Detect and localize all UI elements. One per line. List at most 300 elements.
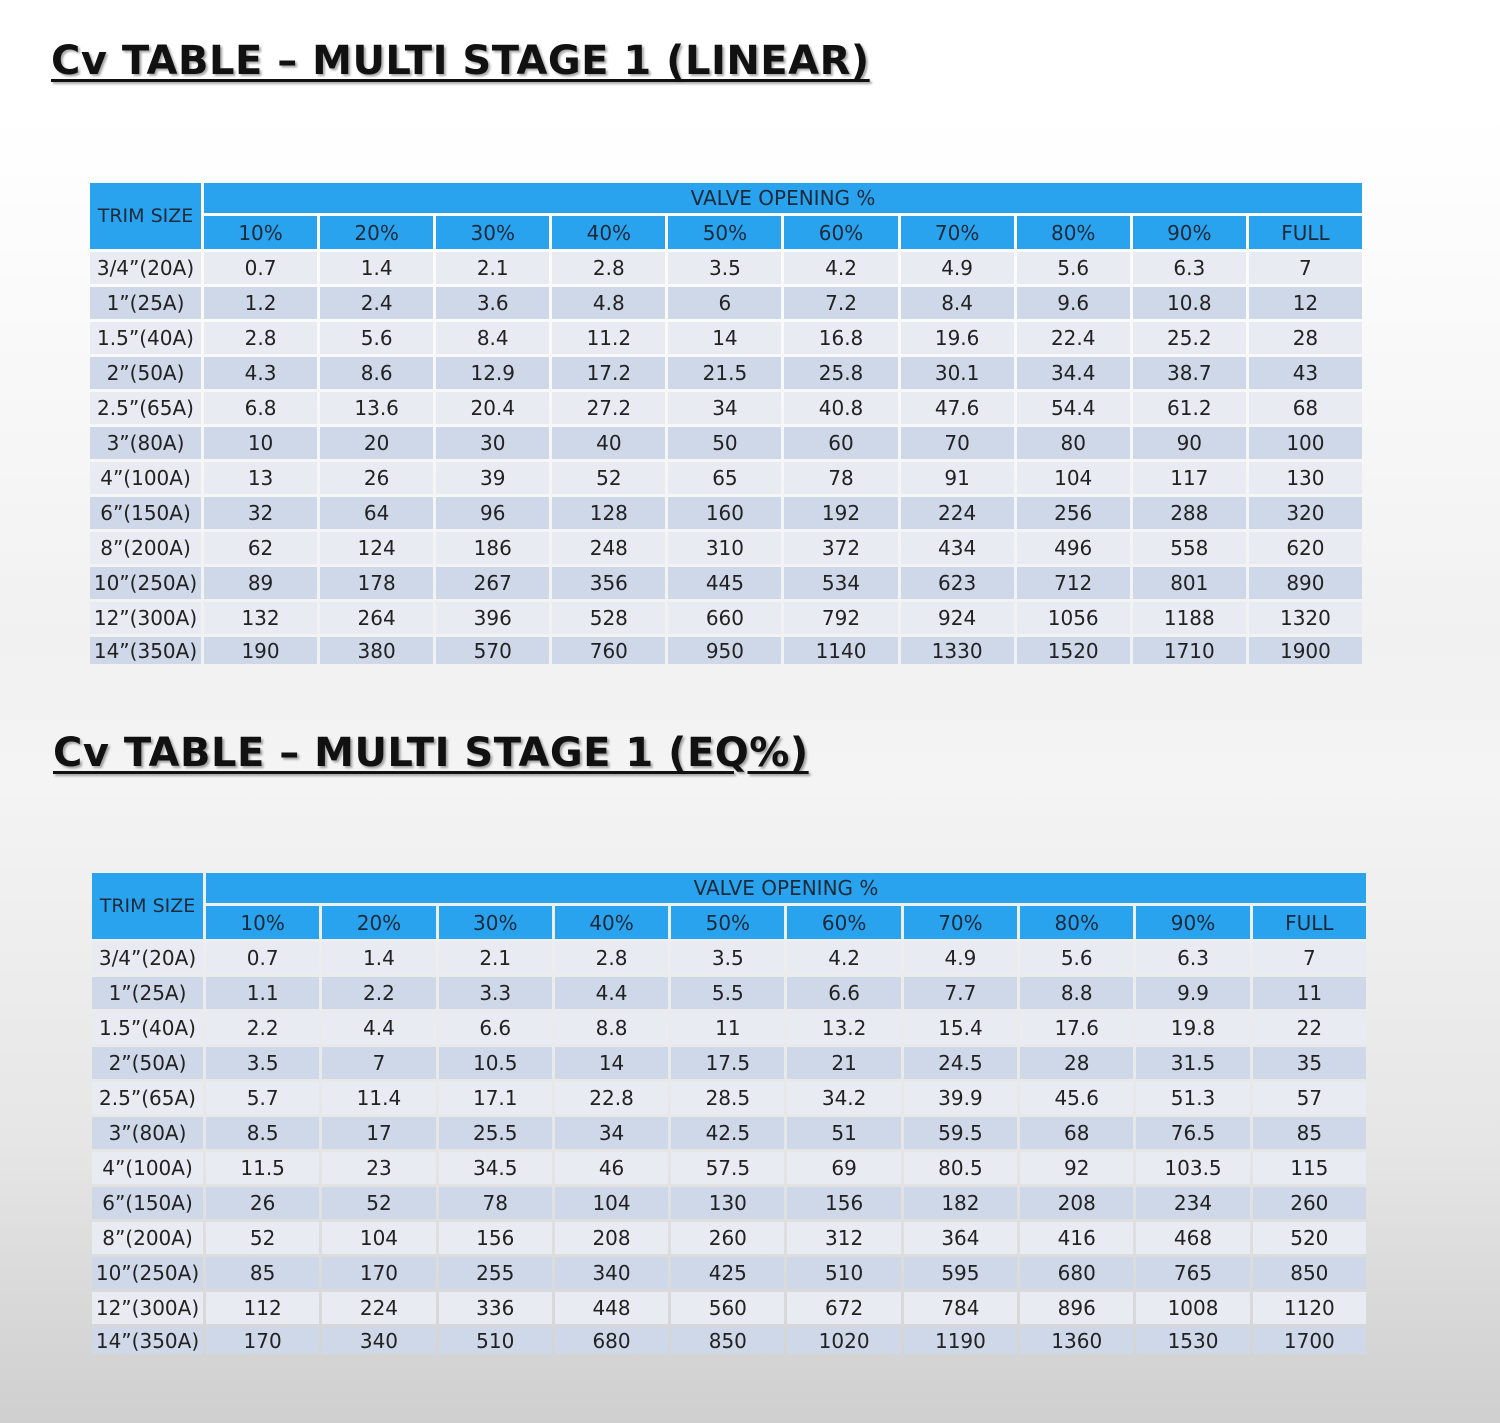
column-header: 60% [787, 906, 900, 939]
cv-value-cell: 20 [320, 427, 433, 459]
trim-size-cell: 12”(300A) [90, 602, 201, 634]
cv-value-cell: 85 [1253, 1117, 1366, 1149]
cv-value-cell: 160 [668, 497, 781, 529]
cv-value-cell: 59.5 [904, 1117, 1017, 1149]
cv-value-cell: 850 [1253, 1257, 1366, 1289]
cv-value-cell: 2.8 [552, 252, 665, 284]
cv-value-cell: 170 [206, 1327, 319, 1354]
cv-value-cell: 104 [322, 1222, 435, 1254]
table-row [92, 1152, 1366, 1184]
cv-value-cell: 12.9 [436, 357, 549, 389]
cv-value-cell: 1320 [1249, 602, 1362, 634]
cv-value-cell: 224 [322, 1292, 435, 1324]
cv-value-cell: 520 [1253, 1222, 1366, 1254]
table-row [90, 322, 1362, 354]
cv-value-cell: 1120 [1253, 1292, 1366, 1324]
trim-size-cell: 4”(100A) [90, 462, 201, 494]
cv-value-cell: 34 [668, 392, 781, 424]
header-row-columns [92, 906, 1366, 939]
table-row [90, 357, 1362, 389]
cv-value-cell: 7 [322, 1047, 435, 1079]
cv-value-cell: 60 [784, 427, 897, 459]
cv-value-cell: 11 [1253, 977, 1366, 1009]
cv-value-cell: 340 [555, 1257, 668, 1289]
trim-size-cell: 6”(150A) [90, 497, 201, 529]
table-row [90, 567, 1362, 599]
cv-value-cell: 54.4 [1017, 392, 1130, 424]
cv-value-cell: 288 [1133, 497, 1246, 529]
cv-value-cell: 25.5 [439, 1117, 552, 1149]
cv-value-cell: 104 [1017, 462, 1130, 494]
cv-value-cell: 124 [320, 532, 433, 564]
cv-value-cell: 2.2 [322, 977, 435, 1009]
cv-value-cell: 104 [555, 1187, 668, 1219]
trim-size-cell: 14”(350A) [92, 1327, 203, 1354]
cv-value-cell: 260 [1253, 1187, 1366, 1219]
trim-size-cell: 2”(50A) [92, 1047, 203, 1079]
cv-value-cell: 78 [439, 1187, 552, 1219]
cv-value-cell: 90 [1133, 427, 1246, 459]
cv-value-cell: 28 [1249, 322, 1362, 354]
cv-value-cell: 11 [671, 1012, 784, 1044]
column-header: FULL [1249, 216, 1362, 249]
cv-value-cell: 25.8 [784, 357, 897, 389]
cv-value-cell: 34 [555, 1117, 668, 1149]
table-header [92, 873, 1366, 939]
cv-value-cell: 51.3 [1136, 1082, 1249, 1114]
column-header: 20% [322, 906, 435, 939]
cv-value-cell: 51 [787, 1117, 900, 1149]
valve-opening-header: VALVE OPENING % [206, 873, 1366, 903]
column-header: 60% [784, 216, 897, 249]
column-header: 10% [204, 216, 317, 249]
cv-value-cell: 52 [552, 462, 665, 494]
cv-value-cell: 396 [436, 602, 549, 634]
trim-size-header: TRIM SIZE [92, 873, 203, 939]
cv-value-cell: 1056 [1017, 602, 1130, 634]
cv-value-cell: 208 [1020, 1187, 1133, 1219]
trim-size-cell: 14”(350A) [90, 637, 201, 664]
cv-value-cell: 10.5 [439, 1047, 552, 1079]
trim-size-cell: 10”(250A) [92, 1257, 203, 1289]
cv-value-cell: 47.6 [901, 392, 1014, 424]
cv-value-cell: 4.3 [204, 357, 317, 389]
cv-value-cell: 310 [668, 532, 781, 564]
table-row [92, 1222, 1366, 1254]
cv-value-cell: 190 [204, 637, 317, 664]
cv-value-cell: 26 [320, 462, 433, 494]
trim-size-cell: 8”(200A) [92, 1222, 203, 1254]
header-row-group [90, 183, 1362, 213]
cv-value-cell: 192 [784, 497, 897, 529]
cv-value-cell: 13 [204, 462, 317, 494]
cv-value-cell: 8.8 [1020, 977, 1133, 1009]
cv-value-cell: 115 [1253, 1152, 1366, 1184]
cv-value-cell: 1710 [1133, 637, 1246, 664]
cv-value-cell: 34.2 [787, 1082, 900, 1114]
trim-size-cell: 1”(25A) [90, 287, 201, 319]
cv-table-eq [89, 870, 1369, 1357]
cv-value-cell: 14 [668, 322, 781, 354]
cv-value-cell: 1900 [1249, 637, 1362, 664]
cv-value-cell: 1140 [784, 637, 897, 664]
table-body [92, 942, 1366, 1354]
trim-size-cell: 1”(25A) [92, 977, 203, 1009]
cv-value-cell: 39 [436, 462, 549, 494]
table-row [90, 532, 1362, 564]
cv-value-cell: 2.1 [436, 252, 549, 284]
cv-value-cell: 132 [204, 602, 317, 634]
cv-value-cell: 8.4 [901, 287, 1014, 319]
trim-size-cell: 3”(80A) [92, 1117, 203, 1149]
cv-value-cell: 117 [1133, 462, 1246, 494]
cv-value-cell: 26 [206, 1187, 319, 1219]
cv-value-cell: 112 [206, 1292, 319, 1324]
cv-value-cell: 264 [320, 602, 433, 634]
column-header: 90% [1136, 906, 1249, 939]
cv-value-cell: 340 [322, 1327, 435, 1354]
cv-value-cell: 5.5 [671, 977, 784, 1009]
cv-value-cell: 1190 [904, 1327, 1017, 1354]
cv-value-cell: 6.8 [204, 392, 317, 424]
cv-value-cell: 3.5 [668, 252, 781, 284]
cv-value-cell: 267 [436, 567, 549, 599]
trim-size-cell: 2.5”(65A) [92, 1082, 203, 1114]
column-header: 50% [671, 906, 784, 939]
cv-value-cell: 21 [787, 1047, 900, 1079]
cv-value-cell: 27.2 [552, 392, 665, 424]
table-row [92, 1187, 1366, 1219]
table-title-eq: Cv TABLE – MULTI STAGE 1 (EQ%) [53, 730, 809, 776]
cv-value-cell: 6.6 [787, 977, 900, 1009]
cv-value-cell: 6.3 [1133, 252, 1246, 284]
column-header: 80% [1020, 906, 1133, 939]
cv-value-cell: 320 [1249, 497, 1362, 529]
cv-value-cell: 186 [436, 532, 549, 564]
cv-value-cell: 234 [1136, 1187, 1249, 1219]
cv-value-cell: 3.3 [439, 977, 552, 1009]
cv-value-cell: 17.2 [552, 357, 665, 389]
cv-value-cell: 170 [322, 1257, 435, 1289]
cv-value-cell: 12 [1249, 287, 1362, 319]
cv-table-linear [87, 180, 1365, 667]
cv-value-cell: 312 [787, 1222, 900, 1254]
cv-value-cell: 156 [439, 1222, 552, 1254]
cv-value-cell: 510 [439, 1327, 552, 1354]
table-body [90, 252, 1362, 664]
cv-value-cell: 2.2 [206, 1012, 319, 1044]
cv-value-cell: 65 [668, 462, 781, 494]
cv-value-cell: 11.5 [206, 1152, 319, 1184]
cv-value-cell: 156 [787, 1187, 900, 1219]
table-row [92, 1117, 1366, 1149]
cv-value-cell: 30.1 [901, 357, 1014, 389]
cv-value-cell: 534 [784, 567, 897, 599]
cv-value-cell: 70 [901, 427, 1014, 459]
cv-value-cell: 19.8 [1136, 1012, 1249, 1044]
cv-value-cell: 896 [1020, 1292, 1133, 1324]
table-row [90, 497, 1362, 529]
cv-value-cell: 712 [1017, 567, 1130, 599]
header-row-columns [90, 216, 1362, 249]
column-header: 10% [206, 906, 319, 939]
cv-value-cell: 570 [436, 637, 549, 664]
trim-size-header: TRIM SIZE [90, 183, 201, 249]
cv-value-cell: 40.8 [784, 392, 897, 424]
cv-value-cell: 28 [1020, 1047, 1133, 1079]
cv-value-cell: 425 [671, 1257, 784, 1289]
table-row [90, 462, 1362, 494]
cv-value-cell: 20.4 [436, 392, 549, 424]
column-header: FULL [1253, 906, 1366, 939]
cv-value-cell: 5.6 [1020, 942, 1133, 974]
table-row [92, 1012, 1366, 1044]
cv-value-cell: 6.3 [1136, 942, 1249, 974]
cv-value-cell: 22.4 [1017, 322, 1130, 354]
cv-value-cell: 182 [904, 1187, 1017, 1219]
cv-value-cell: 85 [206, 1257, 319, 1289]
column-header: 80% [1017, 216, 1130, 249]
cv-value-cell: 76.5 [1136, 1117, 1249, 1149]
cv-value-cell: 8.6 [320, 357, 433, 389]
trim-size-cell: 2”(50A) [90, 357, 201, 389]
column-header: 20% [320, 216, 433, 249]
trim-size-cell: 6”(150A) [92, 1187, 203, 1219]
cv-value-cell: 560 [671, 1292, 784, 1324]
cv-value-cell: 45.6 [1020, 1082, 1133, 1114]
trim-size-cell: 3”(80A) [90, 427, 201, 459]
cv-value-cell: 3.5 [206, 1047, 319, 1079]
table-row [92, 1292, 1366, 1324]
cv-value-cell: 4.2 [784, 252, 897, 284]
cv-value-cell: 336 [439, 1292, 552, 1324]
cv-value-cell: 4.2 [787, 942, 900, 974]
cv-value-cell: 5.6 [1017, 252, 1130, 284]
cv-value-cell: 17.6 [1020, 1012, 1133, 1044]
cv-value-cell: 0.7 [206, 942, 319, 974]
cv-value-cell: 22.8 [555, 1082, 668, 1114]
cv-value-cell: 510 [787, 1257, 900, 1289]
cv-value-cell: 595 [904, 1257, 1017, 1289]
cv-value-cell: 68 [1249, 392, 1362, 424]
cv-value-cell: 7.7 [904, 977, 1017, 1009]
cv-value-cell: 10 [204, 427, 317, 459]
cv-value-cell: 31.5 [1136, 1047, 1249, 1079]
cv-value-cell: 3.6 [436, 287, 549, 319]
cv-value-cell: 46 [555, 1152, 668, 1184]
trim-size-cell: 12”(300A) [92, 1292, 203, 1324]
cv-value-cell: 19.6 [901, 322, 1014, 354]
cv-value-cell: 248 [552, 532, 665, 564]
cv-value-cell: 558 [1133, 532, 1246, 564]
cv-value-cell: 7 [1253, 942, 1366, 974]
cv-value-cell: 23 [322, 1152, 435, 1184]
table-row [92, 1257, 1366, 1289]
cv-value-cell: 14 [555, 1047, 668, 1079]
cv-value-cell: 69 [787, 1152, 900, 1184]
cv-value-cell: 1330 [901, 637, 1014, 664]
cv-value-cell: 52 [322, 1187, 435, 1219]
cv-value-cell: 178 [320, 567, 433, 599]
column-header: 50% [668, 216, 781, 249]
cv-value-cell: 260 [671, 1222, 784, 1254]
cv-value-cell: 256 [1017, 497, 1130, 529]
cv-value-cell: 468 [1136, 1222, 1249, 1254]
cv-value-cell: 3.5 [671, 942, 784, 974]
cv-value-cell: 6.6 [439, 1012, 552, 1044]
cv-value-cell: 1.4 [322, 942, 435, 974]
table-row [92, 942, 1366, 974]
cv-value-cell: 950 [668, 637, 781, 664]
cv-value-cell: 0.7 [204, 252, 317, 284]
cv-value-cell: 17.5 [671, 1047, 784, 1079]
cv-value-cell: 78 [784, 462, 897, 494]
trim-size-cell: 3/4”(20A) [90, 252, 201, 284]
table-row [92, 1082, 1366, 1114]
cv-value-cell: 4.4 [555, 977, 668, 1009]
column-header: 40% [552, 216, 665, 249]
table-row [92, 1047, 1366, 1079]
cv-value-cell: 57.5 [671, 1152, 784, 1184]
cv-value-cell: 57 [1253, 1082, 1366, 1114]
cv-value-cell: 4.9 [904, 942, 1017, 974]
cv-value-cell: 68 [1020, 1117, 1133, 1149]
cv-value-cell: 890 [1249, 567, 1362, 599]
cv-value-cell: 255 [439, 1257, 552, 1289]
header-row-group [92, 873, 1366, 903]
cv-value-cell: 1188 [1133, 602, 1246, 634]
cv-value-cell: 208 [555, 1222, 668, 1254]
cv-value-cell: 42.5 [671, 1117, 784, 1149]
cv-value-cell: 448 [555, 1292, 668, 1324]
cv-value-cell: 1.1 [206, 977, 319, 1009]
cv-value-cell: 7.2 [784, 287, 897, 319]
cv-value-cell: 21.5 [668, 357, 781, 389]
cv-value-cell: 61.2 [1133, 392, 1246, 424]
cv-value-cell: 2.1 [439, 942, 552, 974]
table-row [90, 287, 1362, 319]
cv-value-cell: 765 [1136, 1257, 1249, 1289]
cv-value-cell: 680 [1020, 1257, 1133, 1289]
table-row [92, 1327, 1366, 1354]
cv-value-cell: 528 [552, 602, 665, 634]
cv-value-cell: 34.4 [1017, 357, 1130, 389]
cv-value-cell: 7 [1249, 252, 1362, 284]
trim-size-cell: 4”(100A) [92, 1152, 203, 1184]
cv-value-cell: 924 [901, 602, 1014, 634]
table-row [90, 252, 1362, 284]
cv-value-cell: 103.5 [1136, 1152, 1249, 1184]
cv-value-cell: 91 [901, 462, 1014, 494]
cv-value-cell: 6 [668, 287, 781, 319]
cv-value-cell: 96 [436, 497, 549, 529]
cv-value-cell: 5.6 [320, 322, 433, 354]
cv-value-cell: 39.9 [904, 1082, 1017, 1114]
cv-value-cell: 40 [552, 427, 665, 459]
cv-value-cell: 445 [668, 567, 781, 599]
cv-value-cell: 17.1 [439, 1082, 552, 1114]
cv-value-cell: 28.5 [671, 1082, 784, 1114]
cv-value-cell: 364 [904, 1222, 1017, 1254]
cv-value-cell: 16.8 [784, 322, 897, 354]
cv-value-cell: 850 [671, 1327, 784, 1354]
cv-value-cell: 92 [1020, 1152, 1133, 1184]
cv-value-cell: 80.5 [904, 1152, 1017, 1184]
cv-value-cell: 22 [1253, 1012, 1366, 1044]
cv-value-cell: 38.7 [1133, 357, 1246, 389]
cv-value-cell: 620 [1249, 532, 1362, 564]
trim-size-cell: 1.5”(40A) [92, 1012, 203, 1044]
cv-value-cell: 784 [904, 1292, 1017, 1324]
cv-value-cell: 15.4 [904, 1012, 1017, 1044]
cv-value-cell: 32 [204, 497, 317, 529]
cv-value-cell: 128 [552, 497, 665, 529]
cv-value-cell: 416 [1020, 1222, 1133, 1254]
table-row [92, 977, 1366, 1009]
cv-value-cell: 8.8 [555, 1012, 668, 1044]
cv-value-cell: 130 [1249, 462, 1362, 494]
cv-value-cell: 89 [204, 567, 317, 599]
cv-value-cell: 660 [668, 602, 781, 634]
cv-value-cell: 64 [320, 497, 433, 529]
cv-value-cell: 623 [901, 567, 1014, 599]
cv-value-cell: 434 [901, 532, 1014, 564]
column-header: 30% [436, 216, 549, 249]
cv-value-cell: 2.4 [320, 287, 433, 319]
table-row [90, 427, 1362, 459]
cv-value-cell: 1360 [1020, 1327, 1133, 1354]
cv-value-cell: 30 [436, 427, 549, 459]
table-header [90, 183, 1362, 249]
cv-value-cell: 2.8 [555, 942, 668, 974]
trim-size-cell: 2.5”(65A) [90, 392, 201, 424]
cv-value-cell: 672 [787, 1292, 900, 1324]
cv-value-cell: 10.8 [1133, 287, 1246, 319]
cv-value-cell: 5.7 [206, 1082, 319, 1114]
cv-value-cell: 760 [552, 637, 665, 664]
cv-value-cell: 9.9 [1136, 977, 1249, 1009]
cv-value-cell: 24.5 [904, 1047, 1017, 1079]
cv-value-cell: 13.6 [320, 392, 433, 424]
cv-value-cell: 100 [1249, 427, 1362, 459]
cv-value-cell: 35 [1253, 1047, 1366, 1079]
column-header: 70% [904, 906, 1017, 939]
column-header: 90% [1133, 216, 1246, 249]
valve-opening-header: VALVE OPENING % [204, 183, 1362, 213]
trim-size-cell: 3/4”(20A) [92, 942, 203, 974]
table-row [90, 392, 1362, 424]
cv-value-cell: 62 [204, 532, 317, 564]
cv-value-cell: 1008 [1136, 1292, 1249, 1324]
trim-size-cell: 8”(200A) [90, 532, 201, 564]
cv-value-cell: 1.4 [320, 252, 433, 284]
cv-value-cell: 11.2 [552, 322, 665, 354]
table-row [90, 637, 1362, 664]
cv-value-cell: 380 [320, 637, 433, 664]
cv-value-cell: 680 [555, 1327, 668, 1354]
cv-value-cell: 1530 [1136, 1327, 1249, 1354]
cv-value-cell: 8.4 [436, 322, 549, 354]
column-header: 70% [901, 216, 1014, 249]
cv-value-cell: 34.5 [439, 1152, 552, 1184]
cv-value-cell: 130 [671, 1187, 784, 1219]
cv-value-cell: 80 [1017, 427, 1130, 459]
column-header: 40% [555, 906, 668, 939]
cv-value-cell: 25.2 [1133, 322, 1246, 354]
cv-value-cell: 224 [901, 497, 1014, 529]
cv-value-cell: 372 [784, 532, 897, 564]
trim-size-cell: 10”(250A) [90, 567, 201, 599]
